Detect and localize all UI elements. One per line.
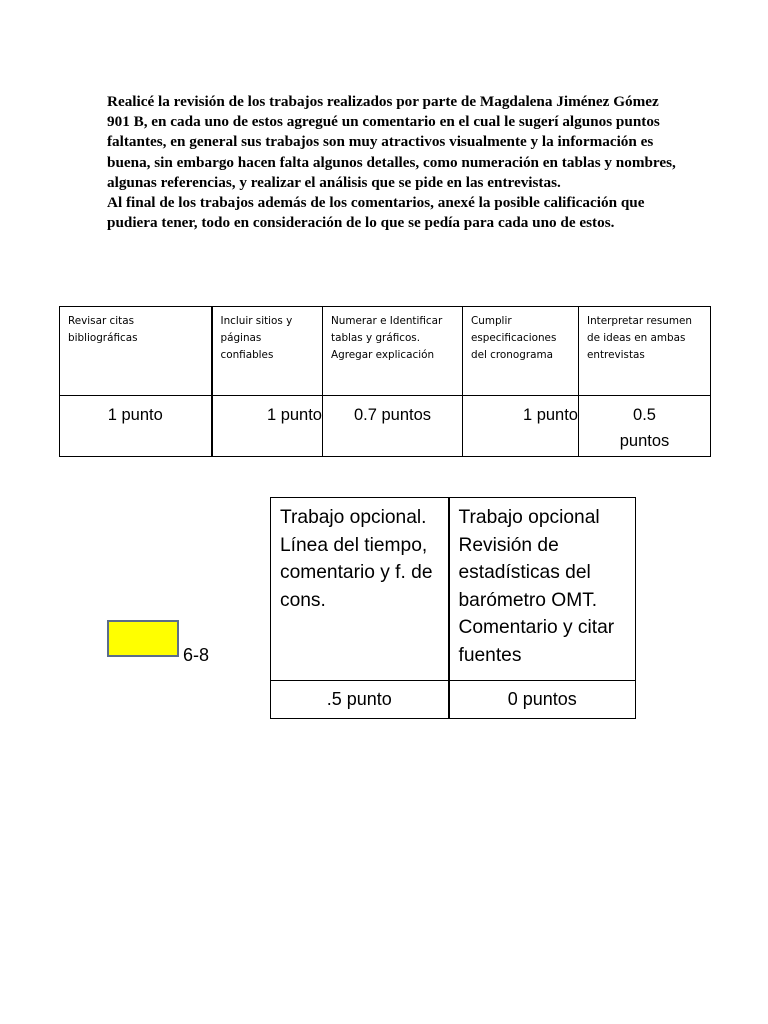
criteria-score-cell: 0.7 puntos	[323, 396, 463, 457]
grade-highlight-swatch	[107, 620, 179, 657]
grade-range-label: 6-8	[183, 645, 210, 665]
optional-header-cell: Trabajo opcional Revisión de estadísticas del barómetro OMT. Comentario y citar fuentes	[449, 498, 636, 681]
criteria-score-row	[60, 396, 711, 457]
criteria-header-cell: Cumplir especificaciones del cronograma	[463, 307, 579, 396]
summary-paragraph-grading: Al final de los trabajos además de los comentarios, anexé la posible calificación que pudiera tener, todo en consideración de lo que se pedía para cada uno de estos.	[107, 194, 645, 232]
criteria-header-cell: Revisar citas bibliográficas	[60, 307, 212, 396]
criteria-header-cell: Incluir sitios y páginas confiables	[212, 307, 323, 396]
criteria-header-cell: Interpretar resumen de ideas en ambas entrevistas	[579, 307, 711, 396]
optional-work-table	[270, 497, 636, 719]
criteria-score-cell: 1 punto	[60, 396, 212, 457]
criteria-score-cell: 0.5 puntos	[579, 396, 711, 457]
optional-header-cell: Trabajo opcional. Línea del tiempo, comentario y f. de cons.	[271, 498, 449, 681]
review-summary	[107, 92, 677, 233]
criteria-header-cell: Numerar e Identificar tablas y gráficos. Agregar explicación	[323, 307, 463, 396]
optional-header-row	[271, 498, 636, 681]
summary-paragraph: Realicé la revisión de los trabajos realizados por parte de Magdalena Jiménez Gómez 901 B, en cada uno de estos agregué un comentario en el cual le sugerí algunos puntos faltantes, en general sus trabajos son muy atractivos visualmente y la información es buena, sin embargo hacen falta algunos detalles, como numeración en tablas y nombres, algunas referencias, y realizar el análisis que se pide en las entrevistas.	[107, 93, 676, 191]
optional-score-row	[271, 681, 636, 719]
optional-score-cell: .5 punto	[271, 681, 449, 719]
criteria-score-cell: 1 punto	[463, 396, 579, 457]
optional-score-cell: 0 puntos	[449, 681, 636, 719]
criteria-header-row	[60, 307, 711, 396]
criteria-table	[59, 306, 711, 457]
criteria-score-cell: 1 punto	[212, 396, 323, 457]
